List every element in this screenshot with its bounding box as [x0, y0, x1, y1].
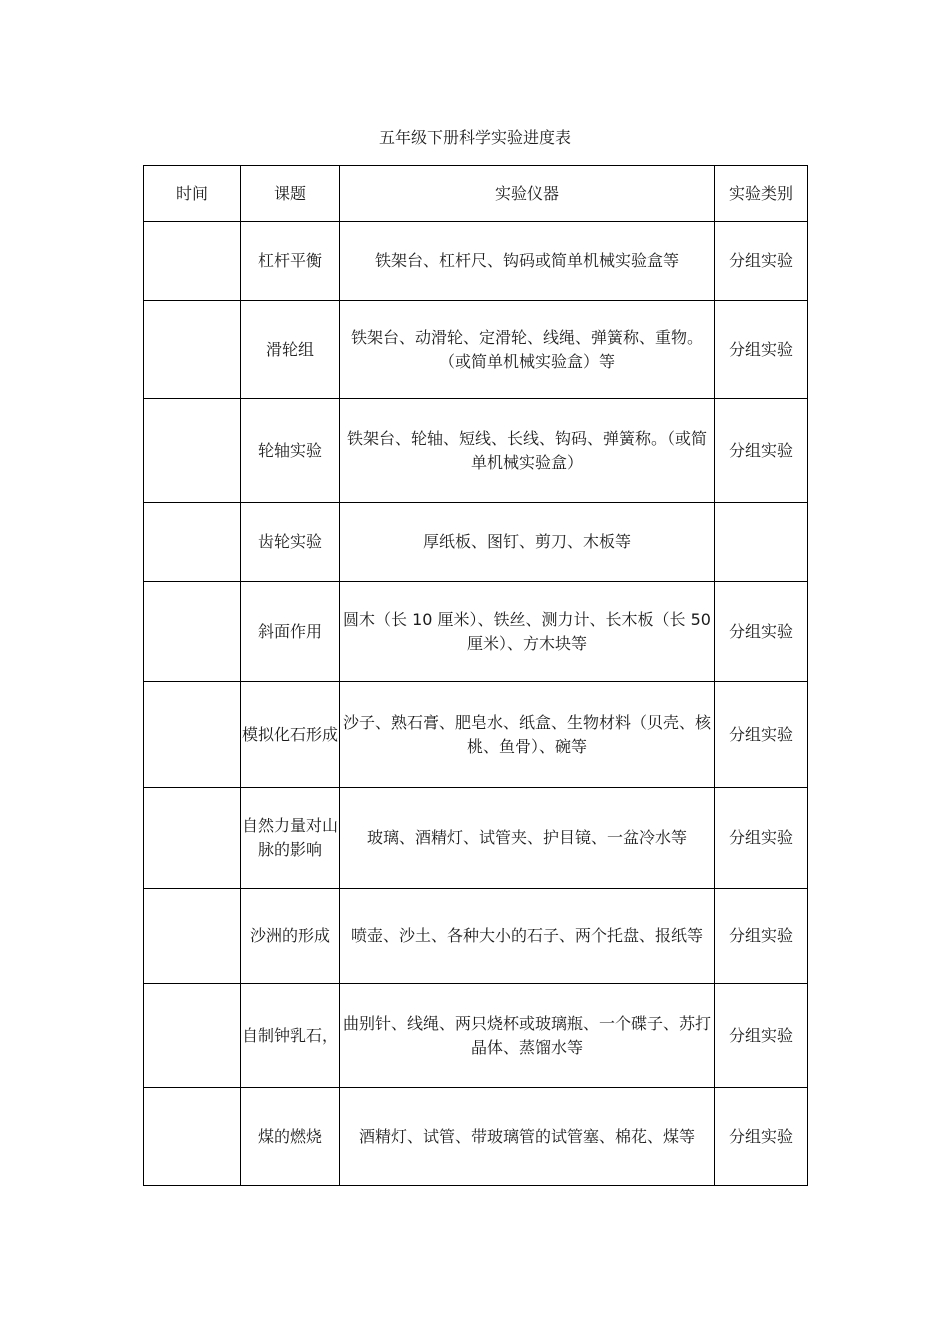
time-cell	[144, 582, 241, 682]
topic-cell: 齿轮实验	[241, 503, 340, 582]
table-row	[144, 301, 808, 399]
time-cell	[144, 1088, 241, 1186]
instruments-cell: 铁架台、杠杆尺、钩码或简单机械实验盒等	[340, 222, 715, 301]
instruments-cell: 铁架台、动滑轮、定滑轮、线绳、弹簧称、重物。（或简单机械实验盒）等	[340, 301, 715, 399]
table-row	[144, 788, 808, 889]
category-cell: 分组实验	[715, 984, 808, 1088]
instruments-cell: 曲别针、线绳、两只烧杯或玻璃瓶、一个碟子、苏打晶体、蒸馏水等	[340, 984, 715, 1088]
topic-cell: 轮轴实验	[241, 399, 340, 503]
time-cell	[144, 889, 241, 984]
header-category: 实验类别	[715, 166, 808, 222]
time-cell	[144, 222, 241, 301]
instruments-cell: 酒精灯、试管、带玻璃管的试管塞、棉花、煤等	[340, 1088, 715, 1186]
topic-cell: 杠杆平衡	[241, 222, 340, 301]
table-row	[144, 682, 808, 788]
category-cell: 分组实验	[715, 788, 808, 889]
category-cell	[715, 503, 808, 582]
table-row	[144, 222, 808, 301]
time-cell	[144, 399, 241, 503]
header-time: 时间	[144, 166, 241, 222]
table-row	[144, 503, 808, 582]
page-title: 五年级下册科学实验进度表	[378, 128, 571, 147]
table-header-row	[144, 166, 808, 222]
category-cell: 分组实验	[715, 301, 808, 399]
table-row	[144, 889, 808, 984]
time-cell	[144, 682, 241, 788]
topic-cell: 煤的燃烧	[241, 1088, 340, 1186]
time-cell	[144, 788, 241, 889]
topic-cell: 斜面作用	[241, 582, 340, 682]
table-row	[144, 399, 808, 503]
topic-cell: 沙洲的形成	[241, 889, 340, 984]
topic-cell: 自然力量对山脉的影响	[241, 788, 340, 889]
time-cell	[144, 503, 241, 582]
category-cell: 分组实验	[715, 222, 808, 301]
topic-cell: 模拟化石形成	[241, 682, 340, 788]
table-row	[144, 582, 808, 682]
category-cell: 分组实验	[715, 582, 808, 682]
instruments-cell: 圆木（长 10 厘米）、铁丝、测力计、长木板（长 50 厘米）、方木块等	[340, 582, 715, 682]
category-cell: 分组实验	[715, 889, 808, 984]
topic-cell: 自制钟乳石，	[241, 984, 340, 1088]
instruments-cell: 沙子、熟石膏、肥皂水、纸盒、生物材料（贝壳、核桃、鱼骨）、碗等	[340, 682, 715, 788]
category-cell: 分组实验	[715, 1088, 808, 1186]
table-row	[144, 1088, 808, 1186]
instruments-cell: 玻璃、酒精灯、试管夹、护目镜、一盆冷水等	[340, 788, 715, 889]
experiment-schedule-table	[143, 165, 808, 1186]
header-topic: 课题	[241, 166, 340, 222]
category-cell: 分组实验	[715, 399, 808, 503]
instruments-cell: 铁架台、轮轴、短线、长线、钩码、弹簧称。（或简单机械实验盒）	[340, 399, 715, 503]
topic-cell: 滑轮组	[241, 301, 340, 399]
category-cell: 分组实验	[715, 682, 808, 788]
time-cell	[144, 301, 241, 399]
header-instruments: 实验仪器	[340, 166, 715, 222]
instruments-cell: 厚纸板、图钉、剪刀、木板等	[340, 503, 715, 582]
instruments-cell: 喷壶、沙土、各种大小的石子、两个托盘、报纸等	[340, 889, 715, 984]
time-cell	[144, 984, 241, 1088]
table-row	[144, 984, 808, 1088]
